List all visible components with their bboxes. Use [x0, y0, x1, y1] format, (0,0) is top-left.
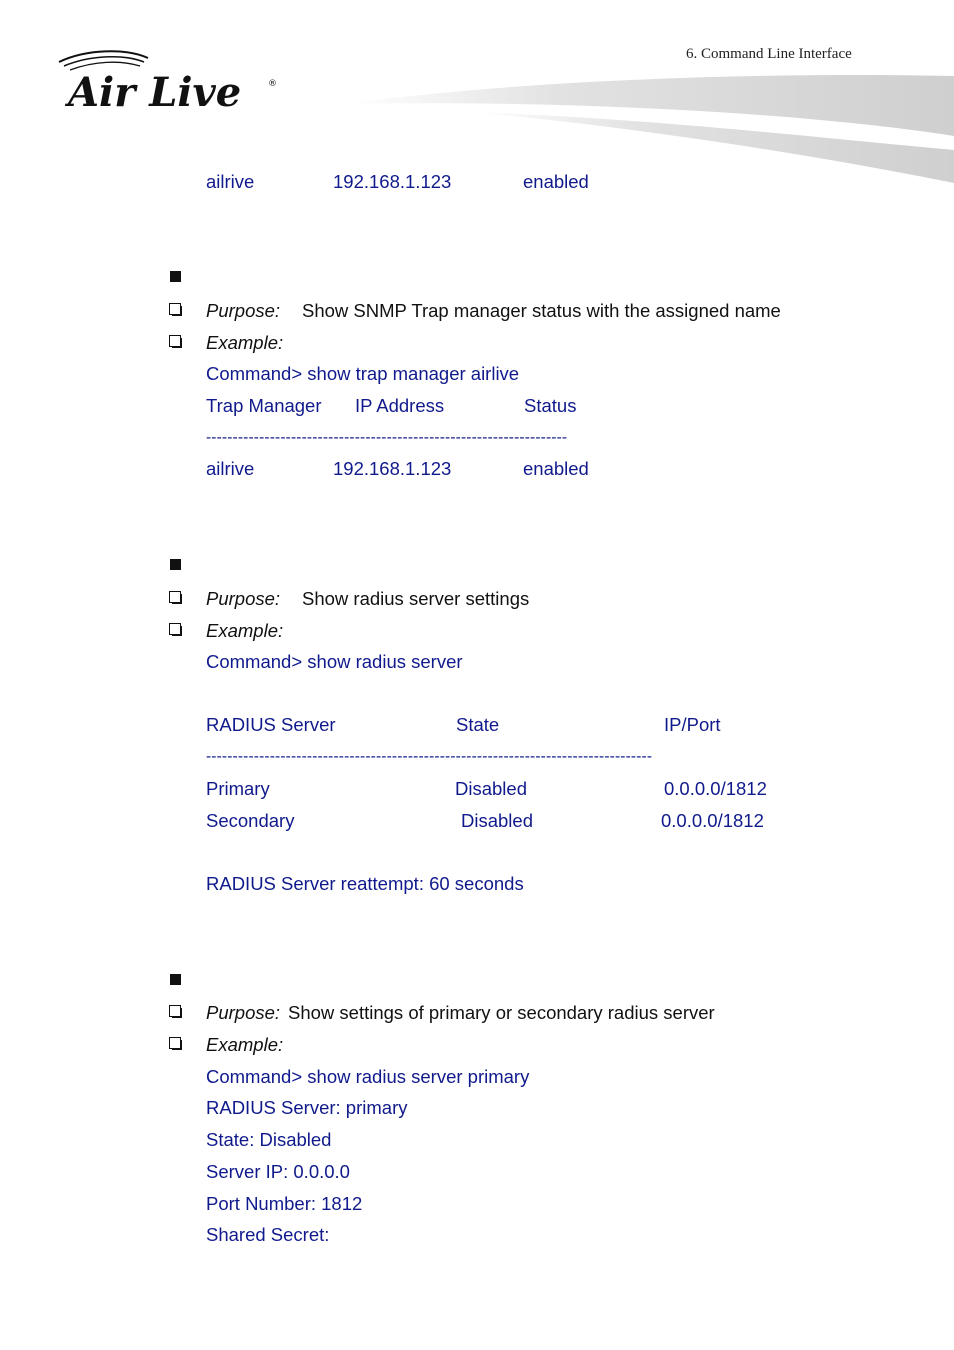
airlive-logo — [56, 48, 281, 114]
example-label: Example: — [206, 1034, 284, 1055]
row-ip-port: 0.0.0.0/1812 — [661, 810, 764, 831]
purpose-text: Show radius server settings — [302, 588, 530, 609]
purpose-text: Show settings of primary or secondary radius server — [288, 1002, 715, 1023]
example-label: Example: — [206, 620, 284, 641]
purpose-label: Purpose: — [206, 300, 281, 321]
row-state: Disabled — [461, 810, 533, 831]
checkbox-bullet — [169, 1005, 181, 1017]
checkbox-bullet — [169, 591, 181, 603]
top-row-name: ailrive — [206, 171, 255, 192]
row-state: Disabled — [455, 778, 527, 799]
top-row-ip: 192.168.1.123 — [333, 171, 452, 192]
chapter-title: 6. Command Line Interface — [686, 46, 852, 62]
row-server: Secondary — [206, 810, 295, 831]
checkbox-bullet — [169, 623, 181, 635]
header-ip-port: IP/Port — [664, 714, 721, 735]
section-bullet-trap — [170, 271, 181, 282]
checkbox-bullet — [169, 1037, 181, 1049]
svg-text:®: ® — [268, 79, 277, 89]
command-line: Command> show trap manager airlive — [206, 363, 520, 384]
header-state: State — [456, 714, 500, 735]
svg-text:Air Live: Air Live — [68, 69, 242, 114]
section-bullet-radius — [170, 559, 181, 570]
output-line: Port Number: 1812 — [206, 1193, 363, 1214]
header-radius-server: RADIUS Server — [206, 714, 336, 735]
output-line: State: Disabled — [206, 1129, 332, 1150]
checkbox-bullet — [169, 335, 181, 347]
row-ip-port: 0.0.0.0/1812 — [664, 778, 767, 799]
section-bullet-radius-primary — [170, 974, 181, 985]
output-line: Shared Secret: — [206, 1224, 330, 1245]
reattempt-line: RADIUS Server reattempt: 60 seconds — [206, 873, 524, 894]
divider-line: -------------------------------------------------------------------- — [206, 429, 568, 446]
header-status: Status — [524, 395, 577, 416]
command-line: Command> show radius server primary — [206, 1066, 530, 1087]
purpose-label: Purpose: — [206, 1002, 281, 1023]
purpose-label: Purpose: — [206, 588, 281, 609]
output-line: Server IP: 0.0.0.0 — [206, 1161, 350, 1182]
top-row-status: enabled — [523, 171, 589, 192]
row-status: enabled — [523, 458, 589, 479]
divider-line: ------------------------------------------------------------------------------------ — [206, 748, 653, 765]
header-trap-manager: Trap Manager — [206, 395, 322, 416]
checkbox-bullet — [169, 303, 181, 315]
purpose-text: Show SNMP Trap manager status with the assigned name — [302, 300, 781, 321]
row-ip: 192.168.1.123 — [333, 458, 452, 479]
header-ip-address: IP Address — [355, 395, 445, 416]
example-label: Example: — [206, 332, 284, 353]
output-line: RADIUS Server: primary — [206, 1097, 408, 1118]
row-name: ailrive — [206, 458, 255, 479]
row-server: Primary — [206, 778, 270, 799]
command-line: Command> show radius server — [206, 651, 463, 672]
